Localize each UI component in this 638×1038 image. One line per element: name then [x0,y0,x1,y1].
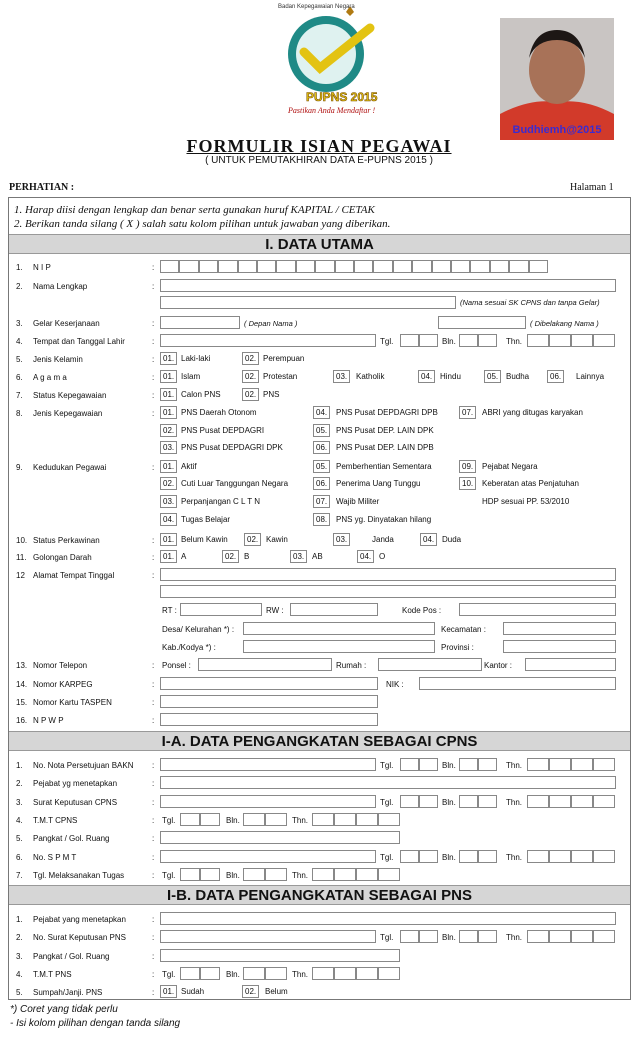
option-pns: PNS [263,390,280,399]
label-tmt-cpns: T.M.T CPNS [33,816,78,825]
colon: : [152,337,155,346]
colon: : [152,853,155,862]
colon: : [152,536,155,545]
option-duda: Duda [442,535,462,544]
colon: : [152,816,155,825]
label-pangkat-cpns: Pangkat / Gol. Ruang [33,834,110,843]
month-cell[interactable] [243,967,265,980]
thn-label: Thn. [506,853,523,862]
option-jenis-4: PNS Pusat DEPDAGRI DPB [336,408,438,417]
label-jenis-kepegawaian: Jenis Kepegawaian [33,409,103,418]
colon: : [152,952,155,961]
option-janda: Janda [372,535,394,544]
label-golongan-darah: Golongan Darah [33,553,92,562]
thn-label: Thn. [506,337,523,346]
row-number: 3. [16,798,23,807]
month-cell[interactable] [459,930,478,943]
year-cell[interactable] [571,930,593,943]
row-number: 7. [16,871,23,880]
option-code[interactable]: 04. [418,370,435,383]
option-kedudukan-10: Keberatan atas Penjatuhan [482,479,579,488]
tgl-label: Tgl. [380,761,394,770]
logo-main-text: PUPNS 2015 [306,90,378,104]
month-cell[interactable] [478,930,497,943]
option-lainnya: Lainnya [576,372,605,381]
colon: : [152,779,155,788]
row-number: 9. [16,463,23,472]
colon: : [152,409,155,418]
label-sk-cpns: Surat Keputusan CPNS [33,798,118,807]
thn-label: Thn. [506,761,523,770]
gelar-belakang-note: ( Dibelakang Nama ) [530,319,599,328]
option-jenis-2: PNS Pusat DEPDAGRI [181,426,265,435]
desa-label: Desa/ Kelurahan *) : [162,625,235,634]
label-pangkat-pns: Pangkat / Gol. Ruang [33,952,110,961]
option-code[interactable]: 06. [313,441,330,454]
day-cell[interactable] [200,967,220,980]
label-ttl: Tempat dan Tanggal Lahir [33,337,125,346]
photo-caption: Budhiemh@2015 [512,124,602,136]
label-spmt: No. S P M T [33,853,77,862]
option-katholik: Katholik [356,372,385,381]
section-cpns: I-A. DATA PENGANGKATAN SEBAGAI CPNS [9,731,630,751]
option-code[interactable]: 07. [313,495,330,508]
colon: : [152,915,155,924]
option-code[interactable]: 05. [484,370,501,383]
day-cell[interactable] [400,930,419,943]
row-number: 1. [16,263,23,272]
row-number: 6. [16,373,23,382]
colon: : [152,391,155,400]
label-telepon: Nomor Telepon [33,661,88,670]
option-code[interactable]: 01. [160,406,177,419]
thn-label: Thn. [292,970,309,979]
option-code[interactable]: 03. [333,370,350,383]
year-cell[interactable] [593,930,615,943]
label-tgl-tugas: Tgl. Melaksanakan Tugas [33,871,125,880]
tgl-label: Tgl. [380,933,394,942]
row-number: 14. [16,680,28,689]
option-code[interactable]: 02. [242,985,259,998]
row-number: 12 [16,571,25,580]
option-code[interactable]: 02. [242,352,259,365]
option-darah-o: O [379,552,386,561]
label-agama: A g a m a [33,373,67,382]
sk-pns-input[interactable] [160,930,376,943]
row-number: 10. [16,536,28,545]
option-code[interactable]: 03. [290,550,307,563]
tgl-label: Tgl. [162,816,176,825]
row-number: 4. [16,970,23,979]
rw-label: RW : [266,606,284,615]
year-cell[interactable] [378,967,400,980]
option-kedudukan-1: Aktif [181,462,197,471]
option-kedudukan-3: Perpanjangan C L T N [181,497,261,506]
option-code[interactable]: 01. [160,550,177,563]
bln-label: Bln. [226,816,240,825]
row-number: 11. [16,553,27,562]
label-tmt-pns: T.M.T PNS [33,970,72,979]
row-number: 2. [16,779,23,788]
year-cell[interactable] [356,967,378,980]
colon: : [152,761,155,770]
colon: : [152,834,155,843]
option-jenis-1: PNS Daerah Otonom [181,408,257,417]
option-jenis-3: PNS Pusat DEPDAGRI DPK [181,443,283,452]
tgl-label: Tgl. [380,798,394,807]
option-darah-a: A [181,552,187,561]
option-code[interactable]: 02. [160,424,177,437]
label-sk-pns: No. Surat Keputusan PNS [33,933,126,942]
option-budha: Budha [506,372,530,381]
page-number: Halaman 1 [570,182,614,193]
colon: : [152,571,155,580]
tgl-label: Tgl. [162,871,176,880]
option-code[interactable]: 01. [160,352,177,365]
option-code[interactable]: 04. [420,533,437,546]
option-code[interactable]: 01. [160,985,177,998]
bln-label: Bln. [442,337,456,346]
row-number: 2. [16,933,23,942]
option-code[interactable]: 01. [160,370,177,383]
nama-note: (Nama sesuai SK CPNS dan tanpa Gelar) [460,298,600,307]
colon: : [152,716,155,725]
row-number: 15. [16,698,28,707]
colon: : [152,661,155,670]
option-kedudukan-9: Pejabat Negara [482,462,538,471]
logo-top-text: Badan Kepegawaian Negara [278,4,355,10]
year-cell[interactable] [549,930,571,943]
label-nota-bakn: No. Nota Persetujuan BAKN [33,761,134,770]
label-status-kepegawaian: Status Kepegawaian [33,391,107,400]
option-code[interactable]: 04. [357,550,374,563]
option-jenis-7: ABRI yang ditugas karyakan [482,408,583,417]
label-sumpah: Sumpah/Janji. PNS [33,988,103,997]
colon: : [152,871,155,880]
option-islam: Islam [181,372,201,381]
instruction-1: 1. Harap diisi dengan lengkap dan benar serta gunakan huruf KAPITAL / CETAK [14,204,375,216]
colon: : [152,553,155,562]
label-alamat: Alamat Tempat Tinggal [33,571,115,580]
option-code[interactable]: 02. [244,533,261,546]
option-code[interactable]: 06. [547,370,564,383]
ponsel-label: Ponsel : [162,661,191,670]
option-kedudukan-8: PNS yg. Dinyatakan hilang [336,515,432,524]
option-laki-laki: Laki-laki [181,354,211,363]
section-pns: I-B. DATA PENGANGKATAN SEBAGAI PNS [9,885,630,905]
kecamatan-label: Kecamatan : [441,625,486,634]
option-code[interactable]: 01. [160,388,177,401]
row-number: 3. [16,319,23,328]
label-jenis-kelamin: Jenis Kelamin [33,355,83,364]
colon: : [152,698,155,707]
option-code[interactable]: 09. [459,460,476,473]
colon: : [152,798,155,807]
label-karpeg: Nomor KARPEG [33,680,93,689]
row-number: 1. [16,915,23,924]
option-perempuan: Perempuan [263,354,305,363]
section-data-utama: I. DATA UTAMA [9,234,630,254]
pejabat-pns-input[interactable] [160,912,616,925]
provinsi-label: Provinsi : [441,643,474,652]
instruction-2: 2. Berikan tanda silang ( X ) salah satu kolom pilihan untuk jawaban yang diberikan. [14,218,391,230]
thn-label: Thn. [506,798,523,807]
bln-label: Bln. [226,970,240,979]
option-kedudukan-7: Wajib Militer [336,497,380,506]
row-number: 7. [16,391,23,400]
option-code[interactable]: 03. [333,533,350,546]
row-number: 5. [16,355,23,364]
bln-label: Bln. [442,853,456,862]
year-cell[interactable] [312,967,334,980]
colon: : [152,988,155,997]
option-code[interactable]: 03. [160,495,177,508]
label-gelar: Gelar Keserjanaan [33,319,100,328]
option-code[interactable]: 06. [313,477,330,490]
option-protestan: Protestan [263,372,298,381]
colon: : [152,355,155,364]
option-jenis-5: PNS Pusat DEP. LAIN DPK [336,426,434,435]
rt-label: RT : [162,606,177,615]
option-code[interactable]: 07. [459,406,476,419]
row-number: 6. [16,853,23,862]
option-code[interactable]: 01. [160,533,177,546]
row-number: 4. [16,337,23,346]
row-number: 13. [16,661,28,670]
option-sudah: Sudah [181,987,205,996]
day-cell[interactable] [180,967,200,980]
option-code[interactable]: 02. [160,477,177,490]
gelar-depan-note: ( Depan Nama ) [244,319,298,328]
row-number: 5. [16,834,23,843]
row-number: 4. [16,816,23,825]
option-code[interactable]: 04. [313,406,330,419]
row-number: 16. [16,716,28,725]
pangkat-pns-input[interactable] [160,949,400,962]
option-kedudukan-2: Cuti Luar Tanggungan Negara [181,479,289,488]
colon: : [152,319,155,328]
bln-label: Bln. [442,761,456,770]
option-kawin: Kawin [266,535,288,544]
form-title: FORMULIR ISIAN PEGAWAI [186,136,452,156]
option-belum-kawin: Belum Kawin [181,535,228,544]
month-cell[interactable] [265,967,287,980]
kantor-label: Kantor : [484,661,513,670]
thn-label: Thn. [292,871,309,880]
perhatian-label: PERHATIAN : [9,182,75,193]
year-cell[interactable] [527,930,549,943]
option-jenis-6: PNS Pusat DEP. LAIN DPB [336,443,434,452]
label-pejabat-cpns: Pejabat yg menetapkan [33,779,118,788]
label-taspen: Nomor Kartu TASPEN [33,698,112,707]
option-kedudukan-6: Penerima Uang Tunggu [336,479,421,488]
colon: : [152,263,155,272]
bln-label: Bln. [442,798,456,807]
colon: : [152,282,155,291]
bln-label: Bln. [442,933,456,942]
colon: : [152,933,155,942]
logo-tagline: Pastikan Anda Mendaftar ! [288,106,376,115]
rumah-label: Rumah : [336,661,367,670]
option-darah-ab: AB [312,552,323,561]
tgl-label: Tgl. [380,853,394,862]
option-code[interactable]: 02. [242,388,259,401]
label-nama-lengkap: Nama Lengkap [33,282,88,291]
row-number: 3. [16,952,23,961]
day-cell[interactable] [419,930,438,943]
option-code[interactable]: 08. [313,513,330,526]
option-kedudukan-5: Pemberhentian Sementara [336,462,432,471]
footnote-2: - Isi kolom pilihan dengan tanda silang [10,1018,181,1029]
option-code[interactable]: 04. [160,513,177,526]
option-kedudukan-4: Tugas Belajar [181,515,231,524]
tgl-label: Tgl. [380,337,394,346]
kab-label: Kab./Kodya *) : [162,643,216,652]
row-number: 2. [16,282,23,291]
row-number: 1. [16,761,23,770]
option-belum: Belum [265,987,288,996]
label-nip: N I P [33,263,51,272]
thn-label: Thn. [506,933,523,942]
label-npwp: N P W P [33,716,64,725]
footnote-1: *) Coret yang tidak perlu [10,1004,118,1015]
label-pejabat-pns: Pejabat yang menetapkan [33,915,126,924]
option-code[interactable]: 05. [313,460,330,473]
option-code[interactable]: 03. [160,441,177,454]
thn-label: Thn. [292,816,309,825]
colon: : [152,680,155,689]
colon: : [152,373,155,382]
tgl-label: Tgl. [162,970,176,979]
option-code[interactable]: 05. [313,424,330,437]
form-subtitle: ( UNTUK PEMUTAKHIRAN DATA E-PUPNS 2015 ) [205,155,433,166]
hdp-note: HDP sesuai PP. 53/2010 [482,497,570,506]
colon: : [152,463,155,472]
kodepos-label: Kode Pos : [402,606,442,615]
nik-label: NIK : [386,680,404,689]
bln-label: Bln. [226,871,240,880]
option-darah-b: B [244,552,250,561]
option-calon-pns: Calon PNS [181,390,221,399]
label-kedudukan: Kedudukan Pegawai [33,463,107,472]
label-status-perkawinan: Status Perkawinan [33,536,100,545]
option-code[interactable]: 02. [222,550,239,563]
row-number: 5. [16,988,23,997]
option-hindu: Hindu [440,372,461,381]
option-code[interactable]: 02. [242,370,259,383]
colon: : [152,970,155,979]
row-number: 8. [16,409,23,418]
option-code[interactable]: 10. [459,477,476,490]
year-cell[interactable] [334,967,356,980]
option-code[interactable]: 01. [160,460,177,473]
